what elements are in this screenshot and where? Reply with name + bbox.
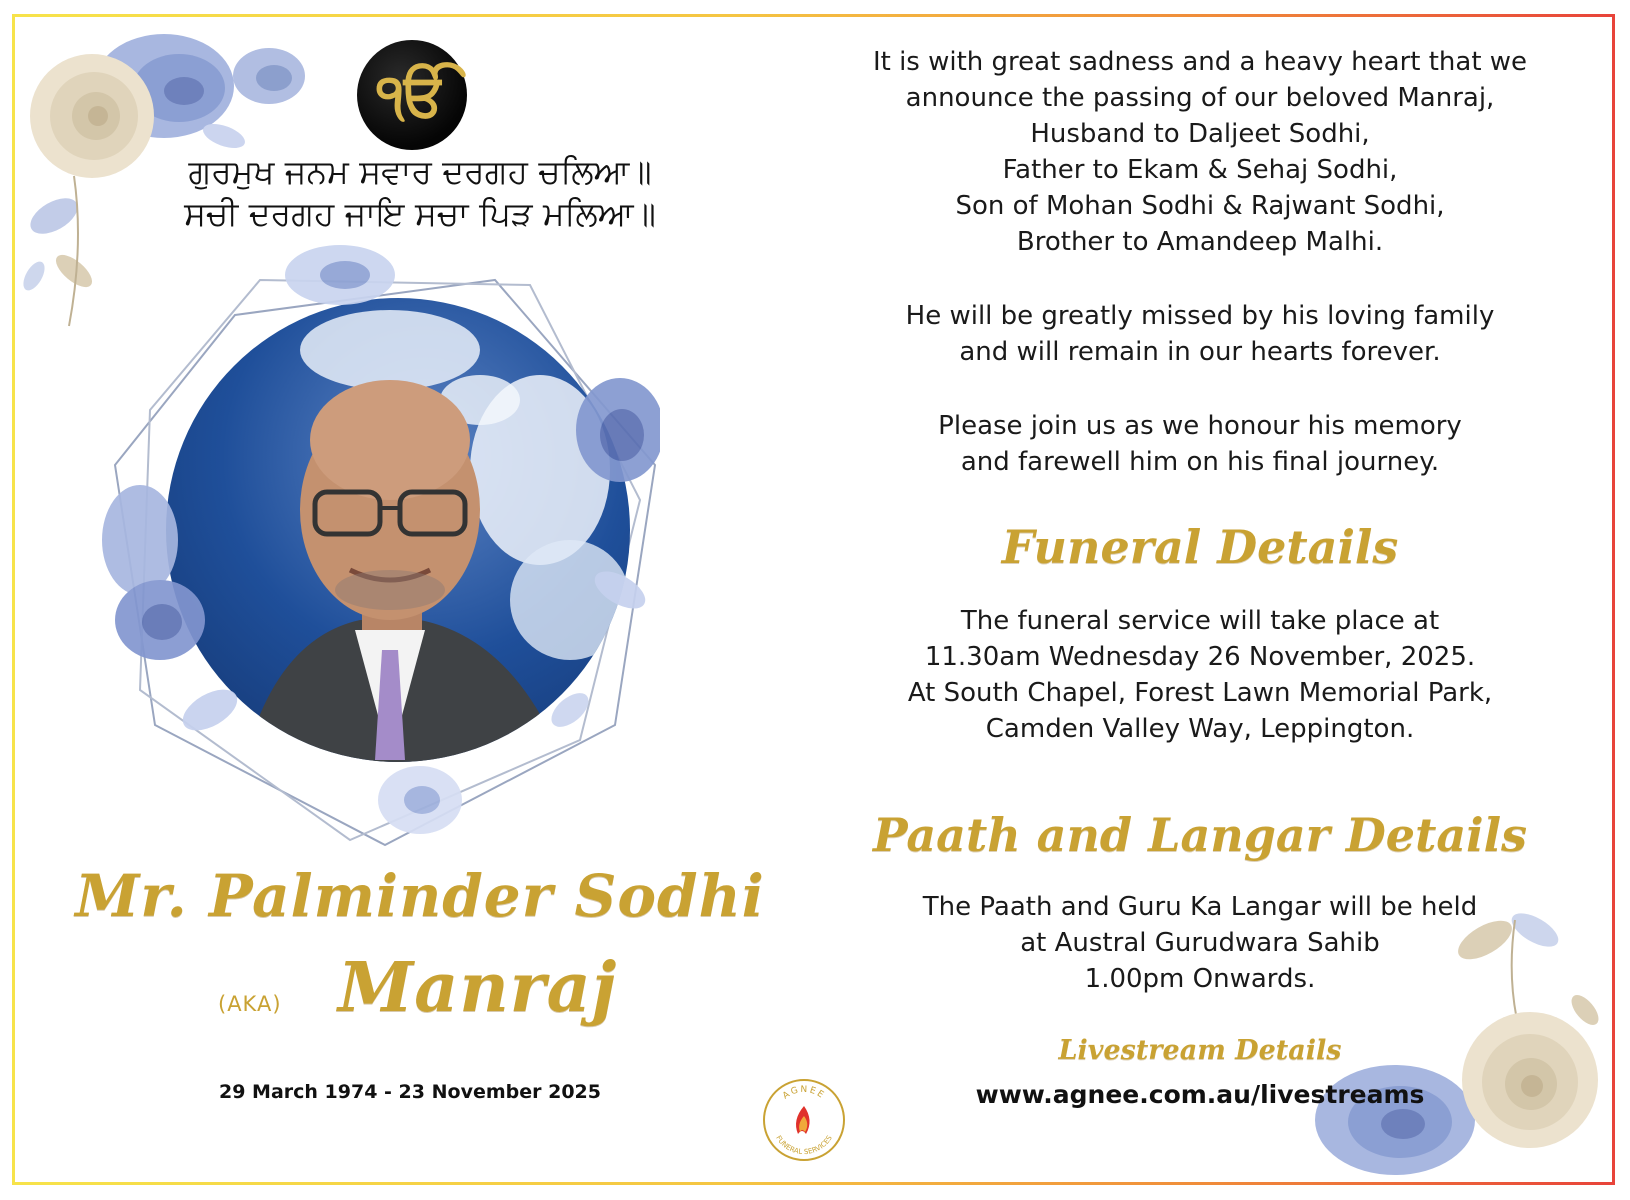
paath-line: 1.00pm Onwards. — [1084, 964, 1316, 994]
announcement-line: Son of Mohan Sodhi & Rajwant Sodhi, — [955, 191, 1445, 221]
announcement-line: Husband to Daljeet Sodhi, — [1030, 119, 1370, 149]
life-dates: 29 March 1974 - 23 November 2025 — [219, 1081, 601, 1103]
paath-line: at Austral Gurudwara Sahib — [1020, 928, 1380, 958]
funeral-details — [820, 603, 1580, 747]
gurbani-line-2: ਸਚੀ ਦਰਗਹ ਜਾਇ ਸਚਾ ਪਿੜ ਮਲਿਆ॥ — [184, 194, 656, 233]
ik-onkar-emblem — [357, 40, 467, 150]
aka-label: (AKA) — [218, 992, 282, 1016]
missed-paragraph — [820, 298, 1580, 370]
livestream-title: Livestream Details — [1058, 1035, 1342, 1066]
join-paragraph — [820, 408, 1580, 480]
logo-top-text: AGNEE — [781, 1084, 827, 1102]
announcement-line: Brother to Amandeep Malhi. — [1016, 227, 1384, 257]
livestream-link[interactable]: www.agnee.com.au/livestreams — [975, 1080, 1425, 1109]
gurbani-line-1: ਗੁਰਮੁਖ ਜਨਮ ਸਵਾਰ ਦਰਗਹ ਚਲਿਆ॥ — [188, 152, 652, 191]
ik-onkar-icon: ੴ — [376, 61, 448, 129]
funeral-details-title: Funeral Details — [1001, 520, 1399, 574]
missed-line: He will be greatly missed by his loving family — [905, 301, 1495, 331]
funeral-line: Camden Valley Way, Leppington. — [985, 714, 1415, 744]
logo-bottom-text: FUNERAL SERVICES — [774, 1134, 834, 1157]
paath-langar-details — [820, 889, 1580, 997]
funeral-line: At South Chapel, Forest Lawn Memorial Park, — [907, 678, 1493, 708]
funeral-line: The funeral service will take place at — [960, 606, 1440, 636]
portrait-wreath — [100, 240, 660, 880]
announcement — [820, 44, 1580, 260]
funeral-line: 11.30am Wednesday 26 November, 2025. — [924, 642, 1476, 672]
announcement-line: announce the passing of our beloved Manraj, — [905, 83, 1495, 113]
announcement-line: It is with great sadness and a heavy heart that we — [872, 47, 1528, 77]
join-line: and farewell him on his final journey. — [960, 447, 1440, 477]
paath-line: The Paath and Guru Ka Langar will be held — [922, 892, 1478, 922]
deceased-name: Mr. Palminder Sodhi — [75, 862, 765, 930]
join-line: Please join us as we honour his memory — [938, 411, 1462, 441]
deceased-alias: Manraj — [338, 948, 618, 1028]
announcement-line: Father to Ekam & Sehaj Sodhi, — [1002, 155, 1398, 185]
missed-line: and will remain in our hearts forever. — [959, 337, 1441, 367]
paath-langar-title: Paath and Langar Details — [873, 808, 1527, 862]
